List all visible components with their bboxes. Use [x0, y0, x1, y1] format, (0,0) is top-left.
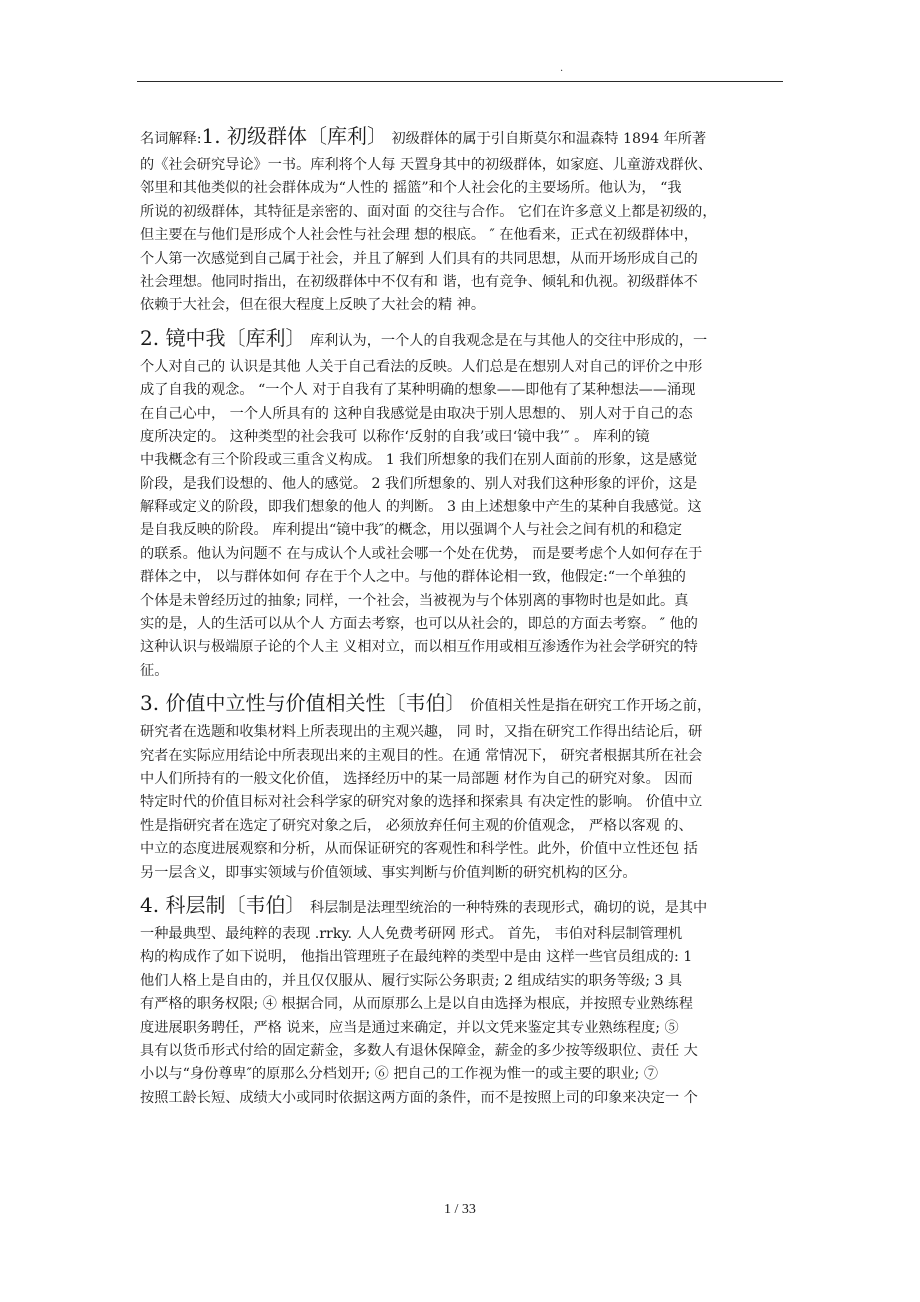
paragraph-line: 的《社会研究导论》一书。库利将个人每 天置身其中的初级群体，如家庭、儿童游戏群伙、 — [140, 157, 713, 173]
term-title: 1. 初级群体〔库利〕 — [201, 124, 387, 148]
section-1 — [140, 118, 783, 318]
header-rule — [137, 81, 783, 82]
term-title: 2. 镜中我〔库利〕 — [140, 325, 306, 350]
paragraph-line: 解释或定义的阶段，即我们想象的他人 的判断。 3 由上述想象中产生的某种自我感觉。这 — [140, 499, 702, 516]
paragraph-line: 群体之中， 以与群体如何 存在于个人之中。与他的群体论相一致，他假定:“一个单独的 — [140, 569, 686, 586]
paragraph-line: 这种认识与极端原子论的个人主 义相对立，而以相互作用或相互渗透作为社会学研究的特 — [140, 639, 698, 656]
section-heading-line — [140, 887, 783, 923]
paragraph-line: 的联系。他认为问题不 在与成认个人或社会哪一个处在优势， 而是要考虑个人如何存在于 — [140, 545, 703, 562]
paragraph-line: 度进展职务聘任，严格 说来，应当是通过来确定，并以文凭来鉴定其专业熟练程度; ⑤ — [140, 1019, 679, 1036]
paragraph-line: 按照工龄长短、成绩大小或同时依据这两方面的条件，而不是按照上司的印象来决定一 个 — [140, 1089, 698, 1106]
paragraph-line: 实的是，人的生活可以从个人 方面去考察，也可以从社会的，即总的方面去考察。 ″ 他的 — [140, 616, 698, 633]
section-2 — [140, 320, 783, 683]
paragraph-line: 具有以货币形式付给的固定薪金，多数人有退休保障金，薪金的多少按等级职位、责任 大 — [140, 1042, 698, 1059]
paragraph-line: 个人第一次感觉到自己属于社会，并且了解到 人们具有的共同思想，从而开场形成自己的 — [140, 250, 698, 267]
paragraph-line: 研究者在选题和收集材料上所表现出的主观兴趣， 同 时，又指在研究工作得出结论后，研 — [140, 724, 703, 741]
paragraph-line: 征。 — [140, 662, 169, 679]
paragraph-line: 成了自我的观念。 “一个人 对于自我有了某种明确的想象——即他有了某种想法——涌现 — [140, 382, 696, 399]
section-3 — [140, 685, 783, 885]
paragraph-line: 有严格的职务权限; ④ 根据合同，从而原那么上是以自由选择为根底，并按照专业熟练程 — [140, 996, 693, 1013]
glossary-prefix: 名词解释: — [140, 131, 202, 147]
section-heading-line — [140, 118, 783, 154]
paragraph-line: 度所决定的。 这种类型的社会我可 以称作‘反射的自我’或曰‘镜中我’″ 。 库利的镜 — [140, 428, 650, 445]
paragraph-line: 特定时代的价值目标对社会科学家的研究对象的选择和探索具 有决定性的影响。 价值中立 — [140, 794, 703, 811]
paragraph-line: 阶段，是我们设想的、他人的感觉。 2 我们所想象的、别人对我们这种形象的评价，这是 — [140, 475, 698, 492]
term-definition-start: 价值相关性是指在研究工作开场之前， — [465, 698, 712, 715]
paragraph-line: 小以与“身份尊卑″的原那么分档划开; ⑥ 把自己的工作视为惟一的或主要的职业; ⑦ — [140, 1066, 659, 1083]
term-definition-start: 科层制是法理型统治的一种特殊的表现形式，确切的说，是其中 — [305, 899, 708, 916]
section-heading-line — [140, 685, 783, 721]
paragraph-line: 另一层含义，即事实领域与价值领域、事实判断与价值判断的研究机构的区分。 — [140, 864, 637, 881]
term-title: 3. 价值中立性与价值相关性〔韦伯〕 — [140, 691, 466, 716]
paragraph-line: 他们人格上是自由的，并且仅仅服从、履行实际公务职责; 2 组成结实的职务等级; 3 具 — [140, 972, 683, 989]
paragraph-line: 一种最典型、最纯粹的表现 .rrky. 人人免费考研网 形式。 首先， 韦伯对科层制管理机 — [140, 925, 683, 942]
term-title: 4. 科层制〔韦伯〕 — [140, 892, 306, 917]
paragraph-line: 性是指研究者在选定了研究对象之后， 必须放弃任何主观的价值观念， 严格以客观 的、 — [140, 817, 693, 834]
paragraph-line: 究者在实际应用结论中所表现出来的主观目的性。在通 常情况下， 研究者根据其所在社会 — [140, 747, 703, 764]
paragraph-line: 邻里和其他类似的社会群体成为“人性的 摇篮”和个人社会化的主要场所。他认为， “我 — [140, 180, 682, 197]
page-number: 1 / 33 — [444, 1202, 476, 1217]
paragraph-line: 个人对自己的 认识是其他 人关于自己看法的反映。人们总是在想别人对自己的评价之中形 — [140, 358, 703, 375]
paragraph-line: 所说的初级群体，其特征是亲密的、面对面 的交往与合作。 它们在许多意义上都是初级的， — [140, 203, 717, 220]
paragraph-line: 在自己心中， 一个人所具有的 这种自我感觉是由取决于别人思想的、 别人对于自己的态 — [140, 405, 693, 422]
paragraph-line: 中人们所持有的一般文化价值， 选择经历中的某一局部题 材作为自己的研究对象。 因而 — [140, 770, 693, 787]
paragraph-line: 个体是未曾经历过的抽象; 同样，一个社会，当被视为与个体别离的事物时也是如此。真 — [140, 592, 689, 609]
paragraph-line: 中我概念有三个阶段或三重含义构成。 1 我们所想象的我们在别人面前的形象，这是感觉 — [140, 452, 698, 469]
section-4 — [140, 887, 783, 1110]
term-definition-start: 库利认为，一个人的自我观念是在与其他人的交往中形成的，一 — [305, 332, 708, 349]
term-definition-start: 初级群体的属于引自斯莫尔和温森特 1894 年所著 — [386, 131, 707, 147]
paragraph-line: 构的构成作了如下说明， 他指出管理班子在最纯粹的类型中是由 这样一些官员组成的: 1 — [140, 949, 693, 966]
document-body — [140, 118, 783, 1110]
paragraph-line: 但主要在与他们是形成个人社会性与社会理 想的根底。 ″ 在他看来，正式在初级群体中， — [140, 227, 698, 244]
paragraph-line: 依赖于大社会，但在很大程度上反映了大社会的精 神。 — [140, 297, 486, 314]
header-dot: . — [560, 63, 564, 74]
paragraph-line: 社会理想。他同时指出，在初级群体中不仅有和 谐，也有竞争、倾轧和仇视。初级群体不 — [140, 273, 698, 290]
paragraph-line: 是自我反映的阶段。 库利提出“镜中我″的概念，用以强调个人与社会之间有机的和稳定 — [140, 522, 683, 539]
section-heading-line — [140, 320, 783, 356]
paragraph-line: 中立的态度进展观察和分析，从而保证研究的客观性和科学性。此外，价值中立性还包 括 — [140, 841, 698, 858]
